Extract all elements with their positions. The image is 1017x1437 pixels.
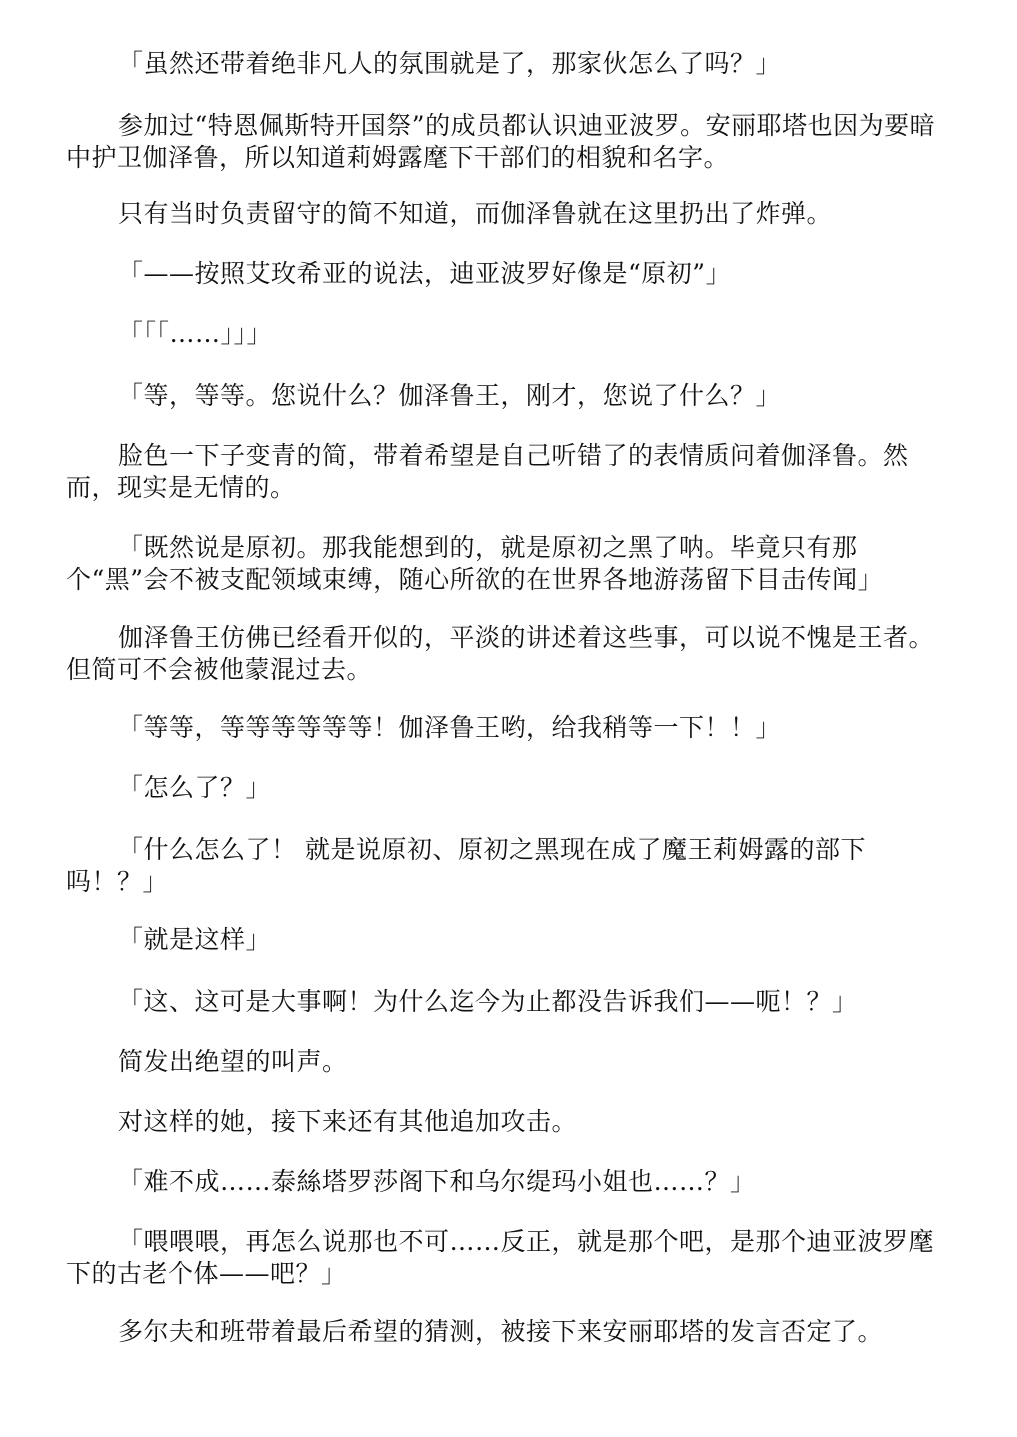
- paragraph-17: 「难不成……泰絲塔罗莎阁下和乌尔缇玛小姐也……？」: [118, 1167, 756, 1196]
- paragraph-9: 伽泽鲁王仿佛已经看开似的，平淡的讲述着这些事，可以说不愧是王者。但简可不会被他蒙混过去。: [66, 623, 935, 684]
- paragraph-15: 简发出绝望的叫声。: [118, 1047, 348, 1076]
- paragraph-12: 「什么怎么了！ 就是说原初、原初之黑现在成了魔王莉姆露的部下吗！？」: [66, 835, 866, 896]
- paragraph-19: 多尔夫和班带着最后希望的猜测，被接下来安丽耶塔的发言否定了。: [118, 1317, 884, 1346]
- paragraph-16: 对这样的她，接下来还有其他追加攻击。: [118, 1107, 578, 1136]
- paragraph-11: 「怎么了？」: [118, 773, 272, 802]
- paragraph-13: 「就是这样」: [118, 925, 272, 954]
- paragraph-14: 「这、这可是大事啊！为什么迄今为止都没告诉我们——呃！？」: [118, 987, 858, 1016]
- paragraph-1: 「虽然还带着绝非凡人的氛围就是了，那家伙怎么了吗？」: [118, 49, 782, 78]
- paragraph-8: 「既然说是原初。那我能想到的，就是原初之黑了呐。毕竟只有那个“黑”会不被支配领域束缚，随心所欲的在世界各地游荡留下目击传闻」: [66, 533, 884, 594]
- paragraph-18: 「喂喂喂，再怎么说那也不可……反正，就是那个吧，是那个迪亚波罗麾下的古老个体——吧？」: [66, 1227, 935, 1288]
- paragraph-6: 「等，等等。您说什么？伽泽鲁王，刚才，您说了什么？」: [118, 381, 782, 410]
- paragraph-7: 脸色一下子变青的简，带着希望是自己听错了的表情质问着伽泽鲁。然而，现实是无情的。: [66, 441, 909, 502]
- paragraph-5: 「「「……」」」: [118, 319, 273, 348]
- paragraph-10: 「等等，等等等等等等！伽泽鲁王哟，给我稍等一下！！」: [118, 713, 782, 742]
- paragraph-4: 「——按照艾玫希亚的说法，迪亚波罗好像是“原初”」: [118, 259, 732, 288]
- paragraph-2: 参加过“特恩佩斯特开国祭”的成员都认识迪亚波罗。安丽耶塔也因为要暗中护卫伽泽鲁，所以知道莉姆露麾下干部们的相貌和名字。: [66, 111, 936, 172]
- paragraph-3: 只有当时负责留守的简不知道，而伽泽鲁就在这里扔出了炸弹。: [118, 199, 833, 228]
